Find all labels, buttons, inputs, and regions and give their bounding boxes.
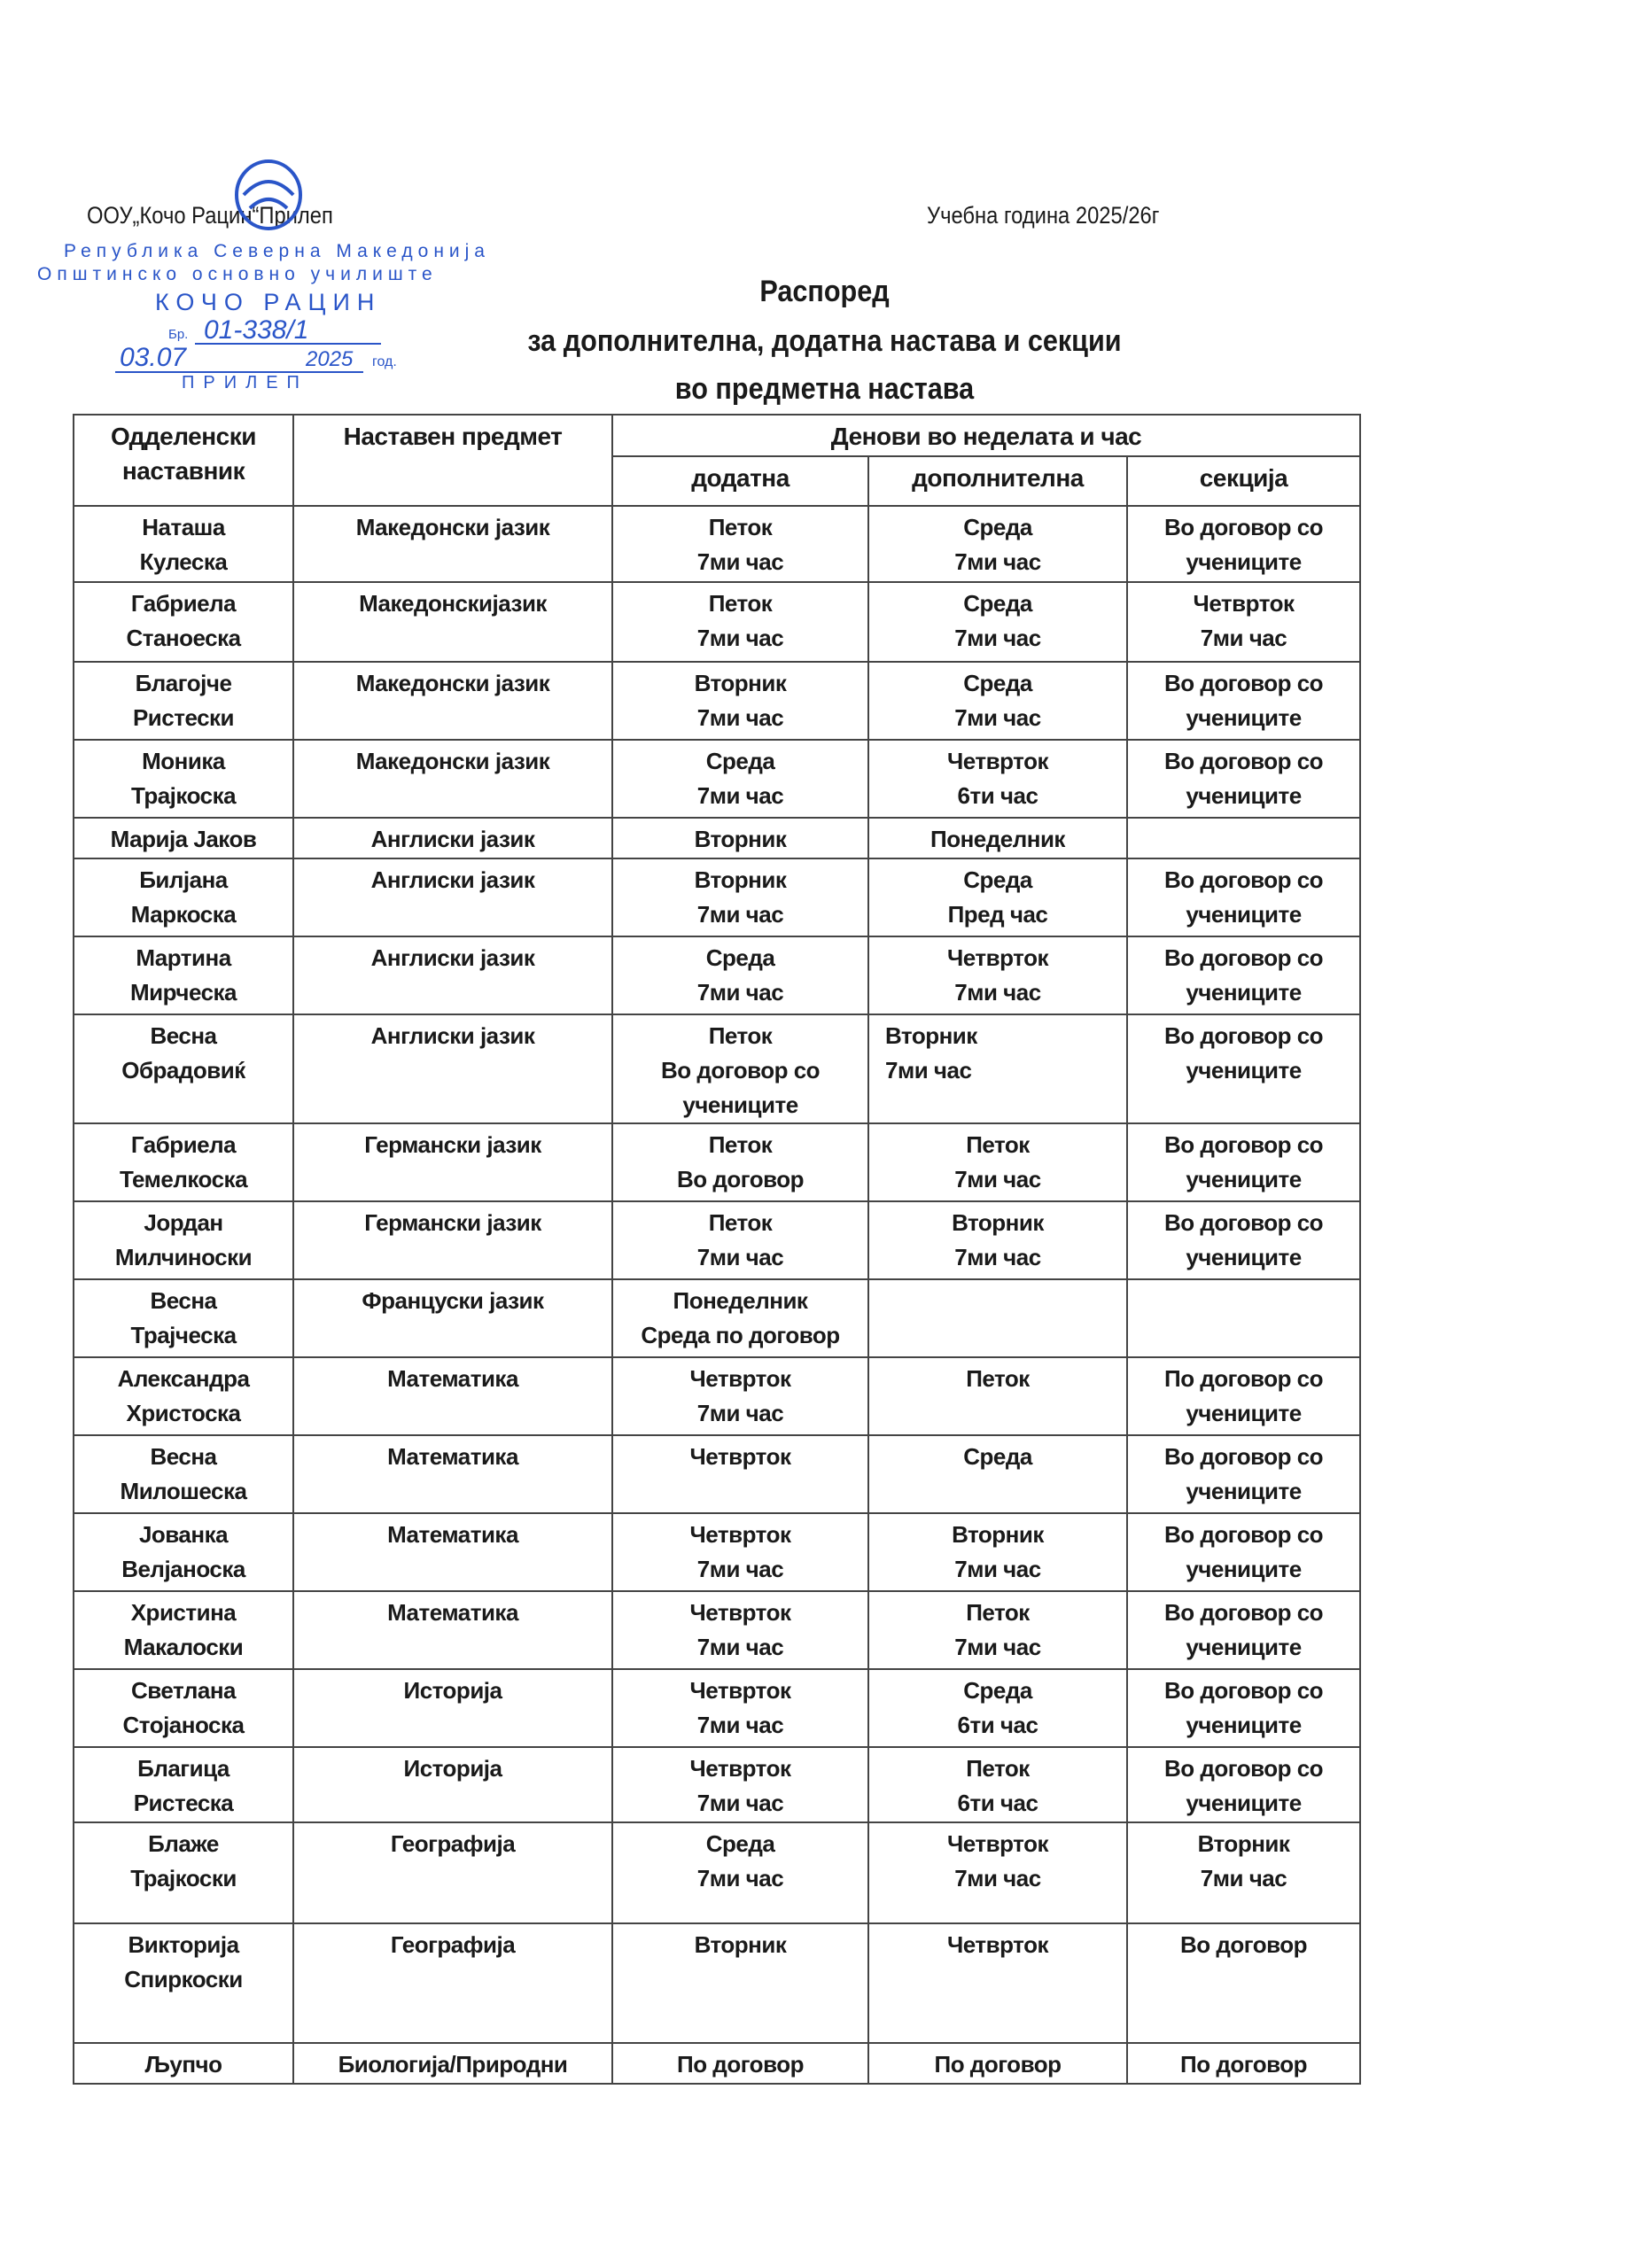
table-row (74, 1201, 1360, 1279)
cell-dodatna (612, 1357, 868, 1435)
teacher-text: Ристеска (133, 1790, 234, 1816)
cell-sekcija (1127, 662, 1360, 740)
stamp-number-prefix: Бр. (168, 327, 189, 342)
cell-dodatna (612, 1201, 868, 1279)
stamp-city: ПРИЛЕП (182, 373, 308, 392)
stamp-line1: Република Северна Македонија (64, 241, 490, 261)
dodatna-text: 7ми час (696, 1790, 784, 1816)
cell-dopolnitelna (868, 1923, 1127, 2043)
cell-subject: Англиски јазик (293, 858, 612, 936)
table-row (74, 1591, 1360, 1669)
sekcija-text: учениците (1186, 548, 1302, 575)
cell-teacher (74, 1123, 293, 1201)
sekcija-text: учениците (1186, 1478, 1302, 1504)
sekcija-text: Во договор со (1163, 670, 1324, 696)
dopolnitelna-text: 6ти час (957, 1712, 1038, 1738)
sekcija-text: учениците (1186, 1634, 1302, 1660)
teacher-text: Јордан (144, 1209, 223, 1236)
dodatna-text: 7ми час (696, 704, 784, 731)
sekcija-text: Во договор со (1163, 1677, 1324, 1704)
teacher-text: Трајкоски (130, 1865, 237, 1891)
cell-dodatna (612, 1747, 868, 1822)
cell-dodatna (612, 506, 868, 582)
cell-sekcija (1127, 1279, 1360, 1357)
sekcija-text: учениците (1186, 901, 1302, 928)
teacher-text: Милчиноски (114, 1244, 253, 1270)
dodatna-text: 7ми час (696, 1634, 784, 1660)
cell-teacher (74, 1923, 293, 2043)
dodatna-text: Вторник (694, 826, 787, 852)
cell-teacher (74, 582, 293, 662)
table-row (74, 936, 1360, 1014)
cell-sekcija (1127, 1014, 1360, 1123)
cell-teacher (74, 1279, 293, 1357)
cell-dopolnitelna (868, 662, 1127, 740)
sekcija-text: Во договор со (1163, 1131, 1324, 1158)
cell-subject: Германски јазик (293, 1201, 612, 1279)
cell-sekcija (1127, 1822, 1360, 1923)
sekcija-text: учениците (1186, 1057, 1302, 1084)
teacher-text: Весна (150, 1022, 217, 1049)
dopolnitelna-text: 7ми час (954, 704, 1041, 731)
cell-subject: Македонскијазик (293, 582, 612, 662)
cell-teacher (74, 2043, 293, 2084)
cell-sekcija (1127, 1747, 1360, 1822)
teacher-text: Трајческа (130, 1322, 237, 1348)
sekcija-text: Во договор со (1163, 944, 1324, 971)
dodatna-text: Петок (708, 590, 773, 617)
cell-teacher (74, 1669, 293, 1747)
teacher-text: Стојаноска (122, 1712, 245, 1738)
cell-dodatna (612, 1435, 868, 1513)
dodatna-text: Четврток (689, 1365, 791, 1392)
cell-dodatna (612, 1822, 868, 1923)
cell-dodatna (612, 1513, 868, 1591)
teacher-text: Викторија (128, 1931, 239, 1958)
dodatna-text: Петок (708, 1022, 773, 1049)
cell-teacher (74, 1357, 293, 1435)
dopolnitelna-text: По договор (934, 2051, 1062, 2078)
dodatna-text: Четврток (689, 1677, 791, 1704)
dodatna-text: Среда (705, 944, 775, 971)
title-line3: во предметна настава (674, 372, 975, 406)
cell-teacher (74, 1513, 293, 1591)
dopolnitelna-text: Вторник (885, 1022, 977, 1049)
cell-sekcija (1127, 1591, 1360, 1669)
header-teacher: Одделенски наставник (74, 415, 293, 506)
dodatna-text: Четврток (689, 1755, 791, 1782)
dodatna-text: 7ми час (696, 1400, 784, 1426)
table-row (74, 1279, 1360, 1357)
dopolnitelna-text: 7ми час (954, 1244, 1041, 1270)
dopolnitelna-text: Среда (963, 590, 1032, 617)
school-year: Учебна година 2025/26г (927, 202, 1160, 229)
cell-dodatna (612, 2043, 868, 2084)
cell-dopolnitelna (868, 1591, 1127, 1669)
cell-sekcija (1127, 582, 1360, 662)
sekcija-text: Во договор со (1163, 1209, 1324, 1236)
dodatna-text: Петок (708, 1131, 773, 1158)
dodatna-text: Вторник (694, 1931, 787, 1958)
sekcija-text: Во договор со (1163, 1022, 1324, 1049)
cell-sekcija (1127, 858, 1360, 936)
dopolnitelna-text: 6ти час (957, 1790, 1038, 1816)
cell-dopolnitelna (868, 2043, 1127, 2084)
cell-subject: Англиски јазик (293, 936, 612, 1014)
dodatna-text: Среда (705, 748, 775, 774)
sekcija-text: Вторник (1197, 1830, 1290, 1857)
stamp-line2: Општинско основно училиште (37, 264, 438, 284)
cell-dopolnitelna (868, 818, 1127, 858)
cell-dodatna (612, 1123, 868, 1201)
cell-teacher (74, 858, 293, 936)
cell-subject: Македонски јазик (293, 506, 612, 582)
sekcija-text: Четврток (1193, 590, 1295, 617)
header-dopolnitelna: дополнителна (868, 456, 1127, 506)
cell-dopolnitelna (868, 740, 1127, 818)
stamp-year: 2025 (306, 347, 354, 371)
sekcija-text: Во договор со (1163, 748, 1324, 774)
table-row (74, 740, 1360, 818)
dopolnitelna-text: Среда (963, 1443, 1032, 1470)
sekcija-text: Во договор (1179, 1931, 1308, 1958)
cell-teacher (74, 1591, 293, 1669)
cell-subject: Француски јазик (293, 1279, 612, 1357)
cell-subject: Географија (293, 1923, 612, 2043)
table-row (74, 1123, 1360, 1201)
teacher-text: Обрадовиќ (121, 1057, 245, 1084)
teacher-text: Љупчо (144, 2051, 222, 2078)
dodatna-text: 7ми час (696, 1865, 784, 1891)
cell-subject: Математика (293, 1357, 612, 1435)
dodatna-text: Петок (708, 514, 773, 540)
dodatna-text: Четврток (689, 1443, 791, 1470)
teacher-text: Габриела (130, 590, 237, 617)
cell-dopolnitelna (868, 1357, 1127, 1435)
cell-subject: Историја (293, 1669, 612, 1747)
dodatna-text: 7ми час (696, 625, 784, 651)
dopolnitelna-text: Среда (963, 514, 1032, 540)
sekcija-text: 7ми час (1200, 1865, 1287, 1891)
cell-subject: Македонски јазик (293, 740, 612, 818)
dopolnitelna-text: Четврток (947, 1931, 1048, 1958)
dodatna-text: 7ми час (696, 1244, 784, 1270)
teacher-text: Билјана (139, 866, 228, 893)
header-days: Денови во неделата и час (612, 415, 1360, 456)
cell-dodatna (612, 662, 868, 740)
dodatna-text: Четврток (689, 1599, 791, 1626)
cell-sekcija (1127, 1669, 1360, 1747)
dopolnitelna-text: Петок (966, 1365, 1030, 1392)
cell-dopolnitelna (868, 1279, 1127, 1357)
cell-subject: Англиски јазик (293, 818, 612, 858)
dopolnitelna-text: Вторник (952, 1209, 1044, 1236)
cell-subject: Биологија/Природни (293, 2043, 612, 2084)
cell-dodatna (612, 1923, 868, 2043)
dopolnitelna-text: Среда (963, 670, 1032, 696)
dopolnitelna-text: 7ми час (885, 1057, 972, 1084)
header-subject: Наставен предмет (293, 415, 612, 506)
sekcija-text: учениците (1186, 979, 1302, 1006)
teacher-text: Мартина (136, 944, 231, 971)
sekcija-text: Во договор со (1163, 1599, 1324, 1626)
stamp-line3: КОЧО РАЦИН (155, 289, 382, 315)
cell-teacher (74, 1014, 293, 1123)
cell-teacher (74, 662, 293, 740)
cell-sekcija (1127, 506, 1360, 582)
table-row (74, 858, 1360, 936)
header-dodatna: додатна (612, 456, 868, 506)
cell-sekcija (1127, 1435, 1360, 1513)
cell-teacher (74, 1435, 293, 1513)
sekcija-text: учениците (1186, 704, 1302, 731)
teacher-text: Благица (137, 1755, 229, 1782)
cell-sekcija (1127, 1123, 1360, 1201)
teacher-text: Станоеска (126, 625, 241, 651)
sekcija-text: учениците (1186, 782, 1302, 809)
dopolnitelna-text: 7ми час (954, 1634, 1041, 1660)
cell-dodatna (612, 582, 868, 662)
sekcija-text: учениците (1186, 1166, 1302, 1192)
dopolnitelna-text: Четврток (947, 1830, 1048, 1857)
teacher-text: Милошеска (120, 1478, 247, 1504)
table-row (74, 1513, 1360, 1591)
dodatna-text: Петок (708, 1209, 773, 1236)
stamp-year-suffix: год. (372, 354, 397, 369)
teacher-text: Моника (142, 748, 225, 774)
cell-dopolnitelna (868, 1123, 1127, 1201)
table-row (74, 1747, 1360, 1822)
table-row (74, 1669, 1360, 1747)
sekcija-text: Во договор со (1163, 1443, 1324, 1470)
dopolnitelna-text: 7ми час (954, 625, 1041, 651)
dodatna-text: 7ми час (696, 782, 784, 809)
cell-subject: Англиски јазик (293, 1014, 612, 1123)
cell-dopolnitelna (868, 1513, 1127, 1591)
cell-dopolnitelna (868, 858, 1127, 936)
dodatna-text: 7ми час (696, 979, 784, 1006)
cell-dodatna (612, 818, 868, 858)
dodatna-text: учениците (682, 1091, 798, 1118)
title-line1: Распоред (759, 275, 890, 308)
teacher-text: Марија Јаков (110, 826, 257, 852)
dopolnitelna-text: Петок (966, 1599, 1030, 1626)
dopolnitelna-text: Вторник (952, 1521, 1044, 1548)
cell-dopolnitelna (868, 936, 1127, 1014)
sekcija-text: По договор со (1164, 1365, 1324, 1392)
cell-sekcija (1127, 936, 1360, 1014)
dodatna-text: Во договор (676, 1166, 805, 1192)
cell-dopolnitelna (868, 506, 1127, 582)
cell-sekcija (1127, 2043, 1360, 2084)
sekcija-text: учениците (1186, 1556, 1302, 1582)
sekcija-text: Во договор со (1163, 866, 1324, 893)
teacher-text: Весна (150, 1287, 217, 1314)
sekcija-text: Во договор со (1163, 1755, 1324, 1782)
cell-subject: Германски јазик (293, 1123, 612, 1201)
cell-dodatna (612, 936, 868, 1014)
cell-sekcija (1127, 1923, 1360, 2043)
header-sekcija: секција (1127, 456, 1360, 506)
dopolnitelna-text: 7ми час (954, 548, 1041, 575)
cell-sekcija (1127, 740, 1360, 818)
cell-dodatna (612, 1014, 868, 1123)
dopolnitelna-text: Петок (966, 1131, 1030, 1158)
dopolnitelna-text: 7ми час (954, 1865, 1041, 1891)
teacher-text: Трајкоска (130, 782, 237, 809)
teacher-text: Габриела (130, 1131, 237, 1158)
dopolnitelna-text: 7ми час (954, 1166, 1041, 1192)
teacher-text: Мирческа (129, 979, 237, 1006)
dodatna-text: 7ми час (696, 901, 784, 928)
cell-sekcija (1127, 1513, 1360, 1591)
sekcija-text: учениците (1186, 1790, 1302, 1816)
dopolnitelna-text: Среда (963, 866, 1032, 893)
dopolnitelna-text: Понеделник (930, 826, 1065, 852)
teacher-text: Кулеска (139, 548, 228, 575)
cell-dodatna (612, 1591, 868, 1669)
cell-dopolnitelna (868, 1747, 1127, 1822)
cell-teacher (74, 1747, 293, 1822)
dodatna-text: Вторник (694, 866, 787, 893)
dopolnitelna-text: Четврток (947, 748, 1048, 774)
sekcija-text: Во договор со (1163, 514, 1324, 540)
sekcija-text: Во договор со (1163, 1521, 1324, 1548)
teacher-text: Весна (150, 1443, 217, 1470)
cell-dodatna (612, 858, 868, 936)
cell-subject: Историја (293, 1747, 612, 1822)
stamp-number: 01-338/1 (204, 315, 309, 345)
dodatna-text: Во договор со (660, 1057, 821, 1084)
cell-dodatna (612, 1669, 868, 1747)
dopolnitelna-text: 7ми час (954, 979, 1041, 1006)
dodatna-text: Понеделник (673, 1287, 808, 1314)
cell-subject: Математика (293, 1435, 612, 1513)
sekcija-text: 7ми час (1200, 625, 1287, 651)
table-row (74, 506, 1360, 582)
table-row (74, 582, 1360, 662)
coat-of-arms-icon (237, 161, 300, 229)
teacher-text: Велјаноска (121, 1556, 245, 1582)
cell-sekcija (1127, 1201, 1360, 1279)
dodatna-text: Среда по договор (641, 1322, 840, 1348)
cell-teacher (74, 740, 293, 818)
dopolnitelna-text: Пред час (947, 901, 1048, 928)
teacher-text: Светлана (130, 1677, 237, 1704)
cell-teacher (74, 1201, 293, 1279)
dodatna-text: По договор (677, 2051, 804, 2078)
teacher-text: Темелкоска (119, 1166, 248, 1192)
cell-teacher (74, 1822, 293, 1923)
teacher-text: Спиркоски (124, 1966, 243, 1992)
teacher-text: Ристески (132, 704, 235, 731)
table-row (74, 1357, 1360, 1435)
teacher-text: Александра (117, 1365, 250, 1392)
title-line2: за дополнителна, додатна настава и секции (527, 324, 1122, 358)
cell-dopolnitelna (868, 1201, 1127, 1279)
dopolnitelna-text: Среда (963, 1677, 1032, 1704)
teacher-text: Јованка (138, 1521, 229, 1548)
table-row (74, 1923, 1360, 2043)
dopolnitelna-text: Петок (966, 1755, 1030, 1782)
teacher-text: Блаже (148, 1830, 219, 1857)
sekcija-text: По договор (1180, 2051, 1307, 2078)
cell-dopolnitelna (868, 1014, 1127, 1123)
teacher-text: Маркоска (130, 901, 237, 928)
schedule-table (73, 414, 1361, 2085)
teacher-text: Христоска (126, 1400, 241, 1426)
cell-sekcija (1127, 1357, 1360, 1435)
dodatna-text: Вторник (694, 670, 787, 696)
cell-dopolnitelna (868, 582, 1127, 662)
teacher-text: Наташа (142, 514, 225, 540)
table-row (74, 1435, 1360, 1513)
school-name: ООУ„Кочо Рацин“Прилеп (87, 202, 333, 229)
table-row (74, 1014, 1360, 1123)
dodatna-text: 7ми час (696, 1556, 784, 1582)
cell-sekcija (1127, 818, 1360, 858)
cell-subject: Математика (293, 1591, 612, 1669)
cell-dopolnitelna (868, 1669, 1127, 1747)
cell-dodatna (612, 1279, 868, 1357)
table-row (74, 2043, 1360, 2084)
cell-teacher (74, 936, 293, 1014)
table-row (74, 662, 1360, 740)
cell-subject: Географија (293, 1822, 612, 1923)
sekcija-text: учениците (1186, 1712, 1302, 1738)
stamp-date: 03.07 (120, 343, 187, 372)
dodatna-text: Четврток (689, 1521, 791, 1548)
cell-teacher (74, 506, 293, 582)
cell-subject: Математика (293, 1513, 612, 1591)
cell-dodatna (612, 740, 868, 818)
table-row (74, 818, 1360, 858)
dopolnitelna-text: 6ти час (957, 782, 1038, 809)
cell-dopolnitelna (868, 1822, 1127, 1923)
dopolnitelna-text: Четврток (947, 944, 1048, 971)
sekcija-text: учениците (1186, 1400, 1302, 1426)
cell-subject: Македонски јазик (293, 662, 612, 740)
table-row (74, 1822, 1360, 1923)
teacher-text: Макалоски (123, 1634, 244, 1660)
dopolnitelna-text: 7ми час (954, 1556, 1041, 1582)
cell-dopolnitelna (868, 1435, 1127, 1513)
teacher-text: Христина (130, 1599, 237, 1626)
dodatna-text: Среда (705, 1830, 775, 1857)
cell-teacher (74, 818, 293, 858)
teacher-text: Благојче (135, 670, 232, 696)
dodatna-text: 7ми час (696, 548, 784, 575)
sekcija-text: учениците (1186, 1244, 1302, 1270)
dodatna-text: 7ми час (696, 1712, 784, 1738)
